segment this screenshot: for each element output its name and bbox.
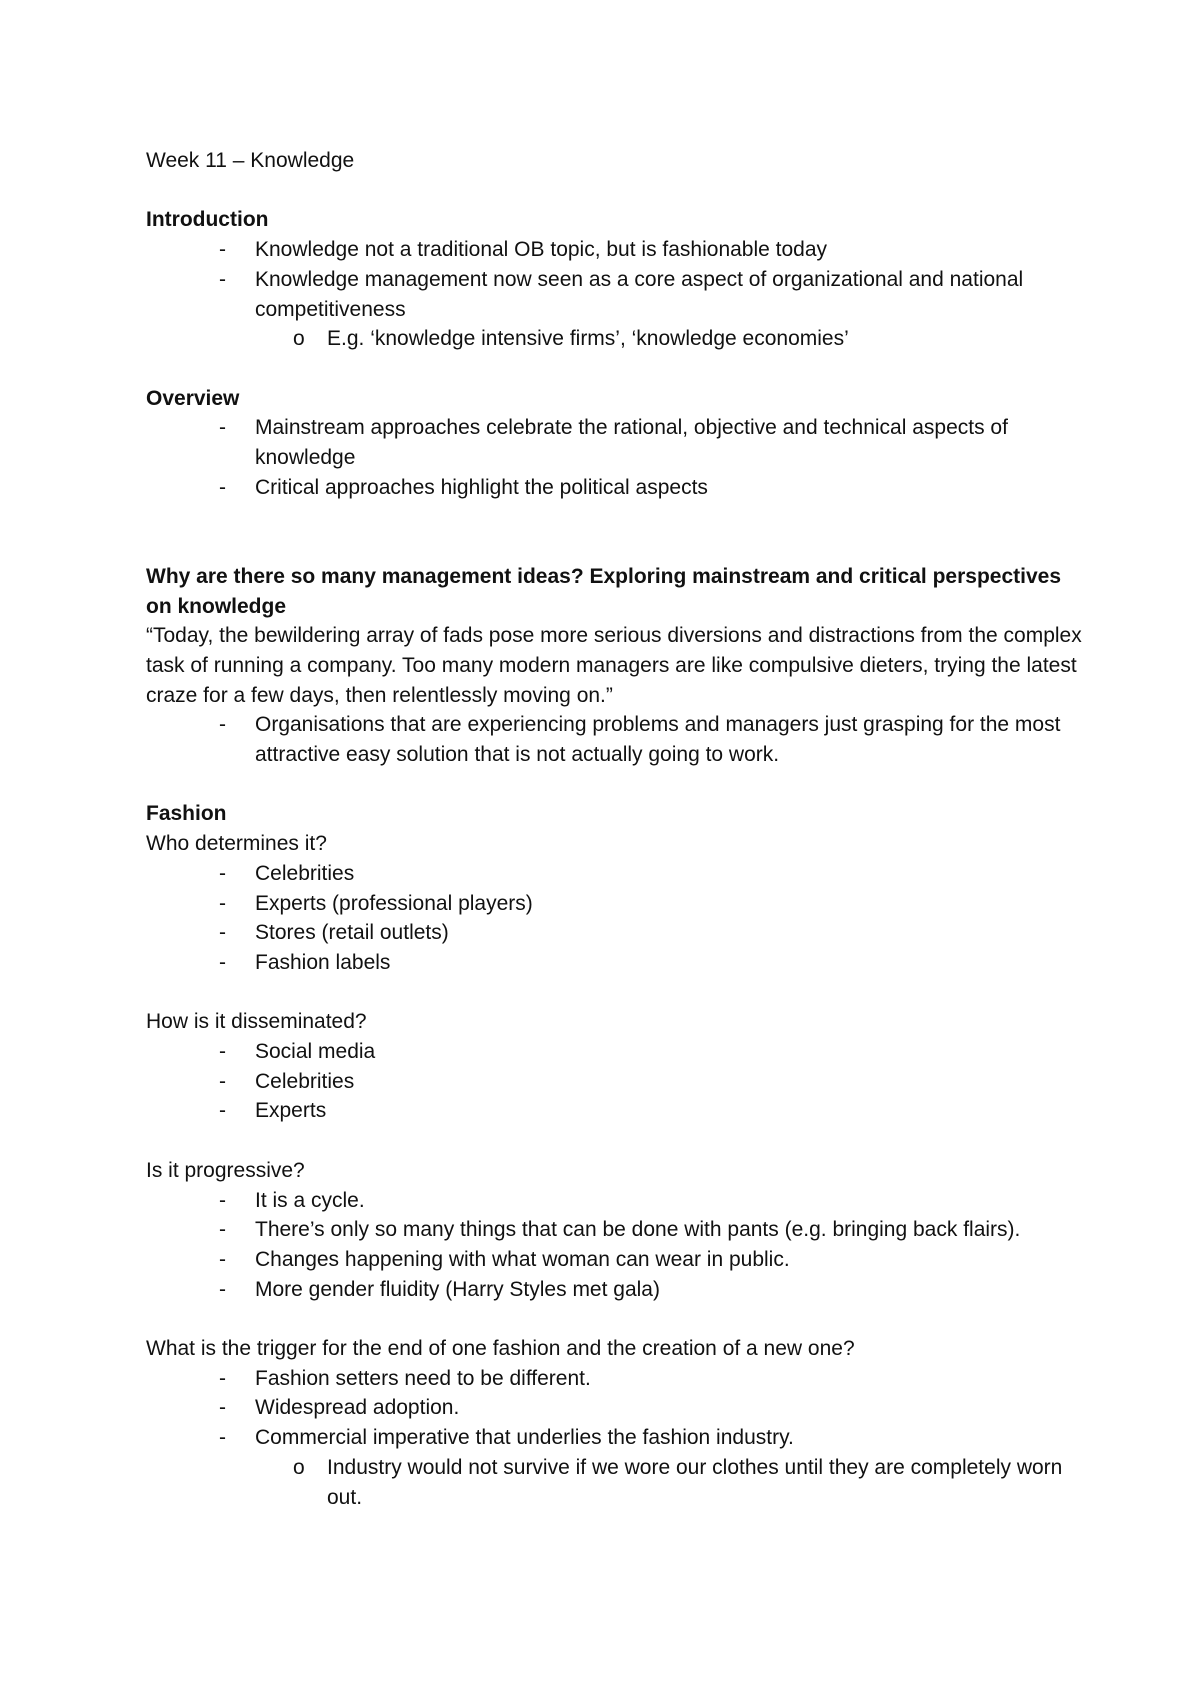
- list-item: [146, 710, 1086, 769]
- dash-bullet: -: [219, 891, 226, 915]
- list-item: [146, 1423, 1086, 1453]
- list-item-text: Commercial imperative that underlies the fashion industry.: [255, 1426, 794, 1450]
- list-item: [146, 1393, 1086, 1423]
- document-page: [146, 146, 1086, 1512]
- dash-bullet: -: [219, 1247, 226, 1271]
- list-item-text: Experts (professional players): [255, 891, 533, 915]
- dash-bullet: -: [219, 1040, 226, 1064]
- dash-bullet: -: [219, 238, 226, 262]
- dash-bullet: -: [219, 1188, 226, 1212]
- who-determines-list: [146, 859, 1086, 978]
- list-item: [146, 413, 1086, 472]
- dash-bullet: -: [219, 475, 226, 499]
- sub-list-item: [146, 324, 1086, 354]
- list-item: [146, 1215, 1086, 1245]
- list-item-text: Fashion labels: [255, 950, 391, 974]
- list-item-text: Fashion setters need to be different.: [255, 1366, 591, 1390]
- list-item-text: Organisations that are experiencing problems and managers just grasping for the most attractive easy solution that is not actually going to work.: [255, 713, 1061, 767]
- list-item-text: There’s only so many things that can be done with pants (e.g. bringing back flairs).: [255, 1218, 1021, 1242]
- fashion-trigger-list: [146, 1364, 1086, 1453]
- list-item-text: Celebrities: [255, 861, 355, 885]
- list-item-text: Stores (retail outlets): [255, 921, 449, 945]
- list-item-text: Knowledge not a traditional OB topic, but is fashionable today: [255, 238, 828, 262]
- circle-bullet: o: [293, 1455, 305, 1479]
- list-item: [146, 1275, 1086, 1305]
- list-item: [146, 265, 1086, 324]
- document-title: Week 11 – Knowledge: [146, 149, 355, 172]
- list-item-text: Social media: [255, 1040, 376, 1064]
- sub-list-item-text: Industry would not survive if we wore our clothes until they are completely worn out.: [327, 1455, 1063, 1509]
- overview-list: [146, 413, 1086, 502]
- introduction-sub-list: [146, 324, 1086, 354]
- list-item: [146, 473, 1086, 503]
- list-item-text: Changes happening with what woman can wear in public.: [255, 1247, 790, 1271]
- introduction-list: [146, 235, 1086, 324]
- list-item-text: More gender fluidity (Harry Styles met gala): [255, 1277, 660, 1301]
- dash-bullet: -: [219, 1277, 226, 1301]
- dash-bullet: -: [219, 1099, 226, 1123]
- list-item: [146, 948, 1086, 978]
- fashion-trigger-sub-list: [146, 1453, 1086, 1512]
- dash-bullet: -: [219, 861, 226, 885]
- dash-bullet: -: [219, 713, 226, 737]
- section-heading-overview: Overview: [146, 386, 240, 410]
- dash-bullet: -: [219, 1396, 226, 1420]
- list-item: [146, 1037, 1086, 1067]
- list-item: [146, 1364, 1086, 1394]
- management-ideas-list: [146, 710, 1086, 769]
- question-fashion-trigger: What is the trigger for the end of one fashion and the creation of a new one?: [146, 1337, 855, 1361]
- spacer: [146, 770, 1086, 800]
- list-item-text: Widespread adoption.: [255, 1396, 460, 1420]
- list-item: [146, 889, 1086, 919]
- dash-bullet: -: [219, 1426, 226, 1450]
- spacer: [146, 978, 1086, 1008]
- question-is-progressive: Is it progressive?: [146, 1158, 305, 1182]
- section-heading-management-ideas: Why are there so many management ideas? Exploring mainstream and critical perspectives on knowledge: [146, 564, 1061, 618]
- dash-bullet: -: [219, 416, 226, 440]
- list-item: [146, 235, 1086, 265]
- list-item-text: Knowledge management now seen as a core aspect of organizational and national competitiveness: [255, 267, 1024, 321]
- sub-list-item-text: E.g. ‘knowledge intensive firms’, ‘knowledge economies’: [327, 327, 849, 351]
- dash-bullet: -: [219, 950, 226, 974]
- spacer: [146, 1304, 1086, 1334]
- dash-bullet: -: [219, 1366, 226, 1390]
- dash-bullet: -: [219, 921, 226, 945]
- list-item-text: It is a cycle.: [255, 1188, 365, 1212]
- list-item: [146, 1186, 1086, 1216]
- list-item: [146, 1067, 1086, 1097]
- dash-bullet: -: [219, 1069, 226, 1093]
- circle-bullet: o: [293, 327, 305, 351]
- list-item: [146, 859, 1086, 889]
- sub-list-item: [146, 1453, 1086, 1512]
- spacer: [146, 354, 1086, 384]
- section-heading-introduction: Introduction: [146, 208, 269, 232]
- list-item-text: Critical approaches highlight the political aspects: [255, 475, 708, 499]
- list-item: [146, 918, 1086, 948]
- spacer: [146, 1126, 1086, 1156]
- how-disseminated-list: [146, 1037, 1086, 1126]
- spacer: [146, 502, 1086, 561]
- is-progressive-list: [146, 1186, 1086, 1305]
- dash-bullet: -: [219, 267, 226, 291]
- quote-paragraph: “Today, the bewildering array of fads pose more serious diversions and distractions from the complex task of running a company. Too many modern managers are like compulsive dieters, trying the latest craze for a few days, then relentlessly moving on.”: [146, 624, 1082, 707]
- dash-bullet: -: [219, 1218, 226, 1242]
- list-item: [146, 1096, 1086, 1126]
- question-who-determines: Who determines it?: [146, 832, 327, 856]
- list-item-text: Celebrities: [255, 1069, 355, 1093]
- spacer: [146, 176, 1086, 206]
- list-item: [146, 1245, 1086, 1275]
- question-how-disseminated: How is it disseminated?: [146, 1010, 367, 1034]
- list-item-text: Experts: [255, 1099, 327, 1123]
- section-heading-fashion: Fashion: [146, 802, 227, 826]
- list-item-text: Mainstream approaches celebrate the rational, objective and technical aspects of knowledge: [255, 416, 1008, 469]
